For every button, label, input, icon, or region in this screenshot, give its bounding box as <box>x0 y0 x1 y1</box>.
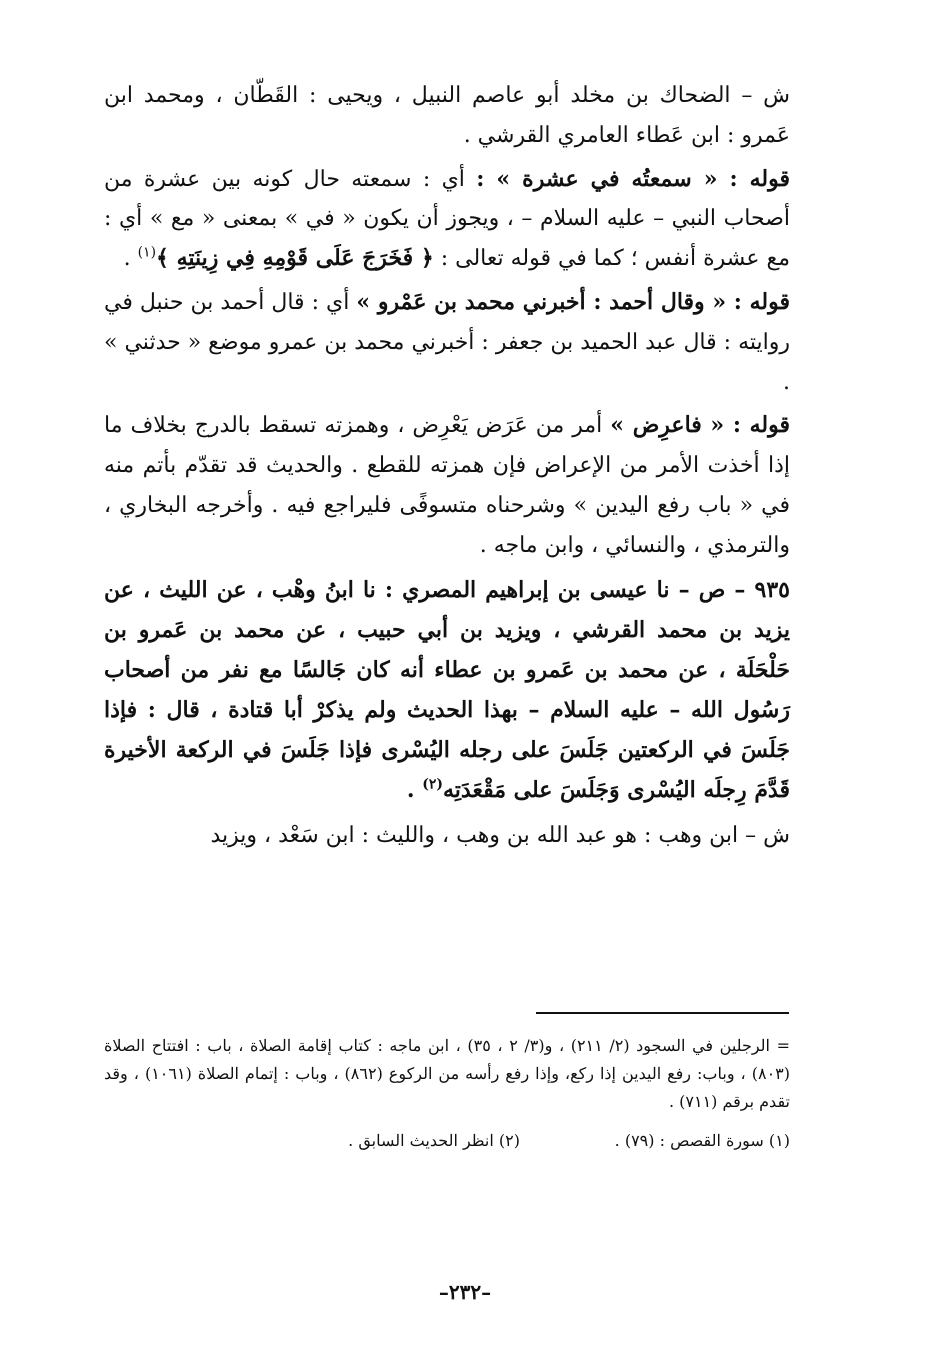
paragraph-commentary-2 <box>104 160 790 279</box>
page-body <box>104 76 790 859</box>
paragraph-commentary-4 <box>104 406 790 565</box>
quoted-phrase: قوله : « وقال أحمد : أخبرني محمد بن عَمْرو » <box>356 288 791 315</box>
paragraph-commentary-5 <box>104 816 790 856</box>
footnote-2: (٢) انظر الحديث السابق . <box>348 1130 520 1150</box>
footnote-ref-1: (١) <box>137 244 157 261</box>
footnotes <box>104 1032 790 1155</box>
paragraph-end: . <box>406 776 423 803</box>
page-number: –٢٣٢– <box>438 1280 492 1304</box>
hadith-935 <box>104 570 790 810</box>
footnote-continuation: = الرجلين في السجود (٢/ ٢١١) ، و(٣/ ٢ ، ٣٥) ، ابن ماجه : كتاب إقامة الصلاة ، باب : افتتاح الصلاة (٨٠٣) ، وباب: رفع اليدين إذا ركع، وإذا رفع رأسه من الركوع (٨٦٢) ، وباب : إتمام الصلاة (١٠٦١) ، وقد تقدم برقم (٧١١) . <box>104 1036 791 1112</box>
paragraph-text: ش – الضحاك بن مخلد أبو عاصم النبيل ، ويحيى : القَطّان ، ومحمد ابن عَمرو : ابن عَطاء العامري القرشي . <box>104 83 790 148</box>
paragraph-commentary-3 <box>104 283 790 402</box>
hadith-text: ٩٣٥ – ص – نا عيسى بن إبراهيم المصري : نا ابنُ وهْب ، عن الليث ، عن يزيد بن محمد القرشي ، ويزيد بن أبي حبيب ، عن محمد بن عَمرو بن حَلْحَلَة ، عن محمد بن عَمرو بن عطاء أنه كان جَالسًا مع نفر من أصحاب رَسُول الله – عليه السلام – بهذا الحديث ولم يذكرْ أبا قتادة ، قال : فإذا جَلَسَ في الركعتين جَلَسَ على رجله اليُسْرى فإذا جَلَسَ في الركعة الأخيرة قَدَّمَ رِجلَه اليُسْرى وَجَلَسَ على مَقْعَدَتِه <box>104 576 790 803</box>
footnote-1: (١) سورة القصص : (٧٩) . <box>614 1130 790 1150</box>
paragraph-end: . <box>123 246 138 272</box>
quoted-phrase: قوله : « سمعتُه في عشرة » : <box>476 165 790 192</box>
quoted-phrase: قوله : « فاعرِض » <box>610 412 790 439</box>
paragraph-commentary-1 <box>104 76 790 156</box>
quran-verse: ﴿ فَخَرَجَ عَلَى قَوْمِهِ فِي زِينَتِهِ ﴾ <box>156 245 434 272</box>
footnote-row <box>104 1127 790 1155</box>
paragraph-text: أي : سمعته حال كونه بين عشرة من أصحاب النبي – عليه السلام – ، ويجوز أن يكون « في » بمعنى « مع » أي : مع عشرة أنفس ؛ كما في قوله تعالى : <box>104 166 790 272</box>
footnote-divider <box>536 1012 789 1014</box>
footnote-ref-2: (٢) <box>422 776 443 793</box>
paragraph-text: أي : قال أحمد بن حنبل في روايته : قال عبد الحميد بن جعفر : أخبرني محمد بن عمرو موضع « حدثني » . <box>104 289 790 395</box>
paragraph-text: ش – ابن وهب : هو عبد الله بن وهب ، والليث : ابن سَعْد ، ويزيد <box>210 822 790 848</box>
paragraph-text: أمر من عَرَض يَعْرِض ، وهمزته تسقط بالدرج بخلاف ما إذا أخذت الأمر من الإعراض فإن همزته للقطع . والحديث قد تقدّم بأتم منه في « باب رفع اليدين » وشرحناه متسوفًى فليراجع فيه . وأخرجه البخاري ، والترمذي ، والنسائي ، وابن ماجه . <box>104 413 790 558</box>
